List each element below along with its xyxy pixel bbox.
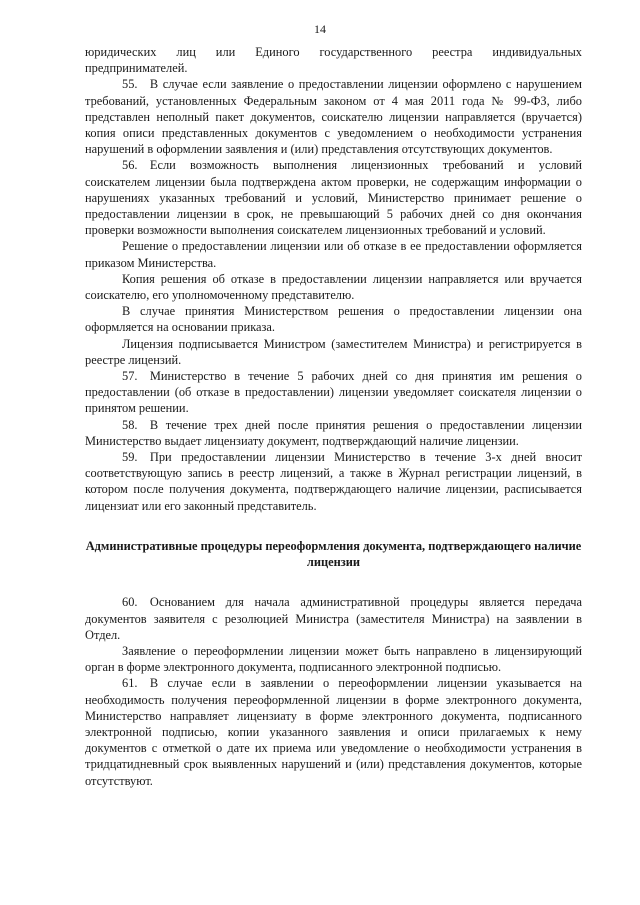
paragraph-56-copy: Копия решения об отказе в предоставлении лицензии направляется или вручается соискателю, его уполномоченному представителю. (85, 271, 582, 303)
page-number: 14 (314, 22, 326, 36)
paragraph-60-electronic: Заявление о переоформлении лицензии может быть направлено в лицензирующий орган в форме электронного документа, подписанного электронной подписью. (85, 643, 582, 675)
document-body (85, 44, 582, 789)
paragraph-61: 61. В случае если в заявлении о переоформлении лицензии указывается на необходимость получения переоформленной лицензии в форме электронного документа, Министерство направляет лицензиату в форме электронного документа, подписанного электронной подписью, копии указанного заявления и описи прилагаемых к нему документов с отметкой о дате их приема или уведомление о необходимости устранения в тридцатидневный срок выявленных нарушений и (или) представления документов, которые отсутствуют. (85, 676, 582, 788)
paragraph-56-issue: В случае принятия Министерством решения о предоставлении лицензии она оформляется на основании приказа. (85, 304, 582, 335)
paragraph-continuation: юридических лиц или Единого государственного реестра индивидуальных предпринимателей. (85, 45, 582, 76)
paragraph-57: 57. Министерство в течение 5 рабочих дней со дня принятия им решения о предоставлении (об отказе в предоставлении) лицензии уведомляет соискателя лицензии о принятом решении. (85, 369, 582, 416)
paragraph-56: 56. Если возможность выполнения лицензионных требований и условий соискателем лицензии была подтверждена актом проверки, не содержащим информации о нарушениях указанных требований и условий, Министерство принимает решение о предоставлении лицензии в срок, не превышающий 5 рабочих дней со дня окончания проверки возможности выполнения соискателем лицензионных требований и условий. (85, 158, 582, 238)
paragraph-58: 58. В течение трех дней после принятия решения о предоставлении лицензии Министерство выдает лицензиату документ, подтверждающий наличие лицензии. (85, 417, 582, 448)
paragraph-59: 59. При предоставлении лицензии Министерство в течение 3-х дней вносит соответствующую запись в реестр лицензий, а также в Журнал регистрации лицензий, в котором после получения документа, подтверждающего наличие лицензии, расписывается лицензиат или его законный представитель. (85, 450, 582, 513)
paragraph-60: 60. Основанием для начала административной процедуры является передача документов заявителя с резолюцией Министра (заместителя Министра) на заявлении в Отдел. (85, 595, 582, 642)
paragraph-56-decision: Решение о предоставлении лицензии или об отказе в ее предоставлении оформляется приказом Министерства. (85, 239, 582, 270)
section-heading: Административные процедуры переоформления документа, подтверждающего наличие лицензии (85, 538, 582, 570)
paragraph-56-signature: Лицензия подписывается Министром (заместителем Министра) и регистрируется в реестре лицензий. (85, 336, 582, 367)
paragraph-55: 55. В случае если заявление о предоставлении лицензии оформлено с нарушением требований, установленных Федеральным законом от 4 мая 2011 года № 99-ФЗ, либо представлен неполный пакет документов, соискателю лицензии направляется (вручается) копия описи представленных документов с уведомлением о необходимости устранения нарушений в оформлении заявления и (или) представления отсутствующих документов. (85, 77, 582, 157)
